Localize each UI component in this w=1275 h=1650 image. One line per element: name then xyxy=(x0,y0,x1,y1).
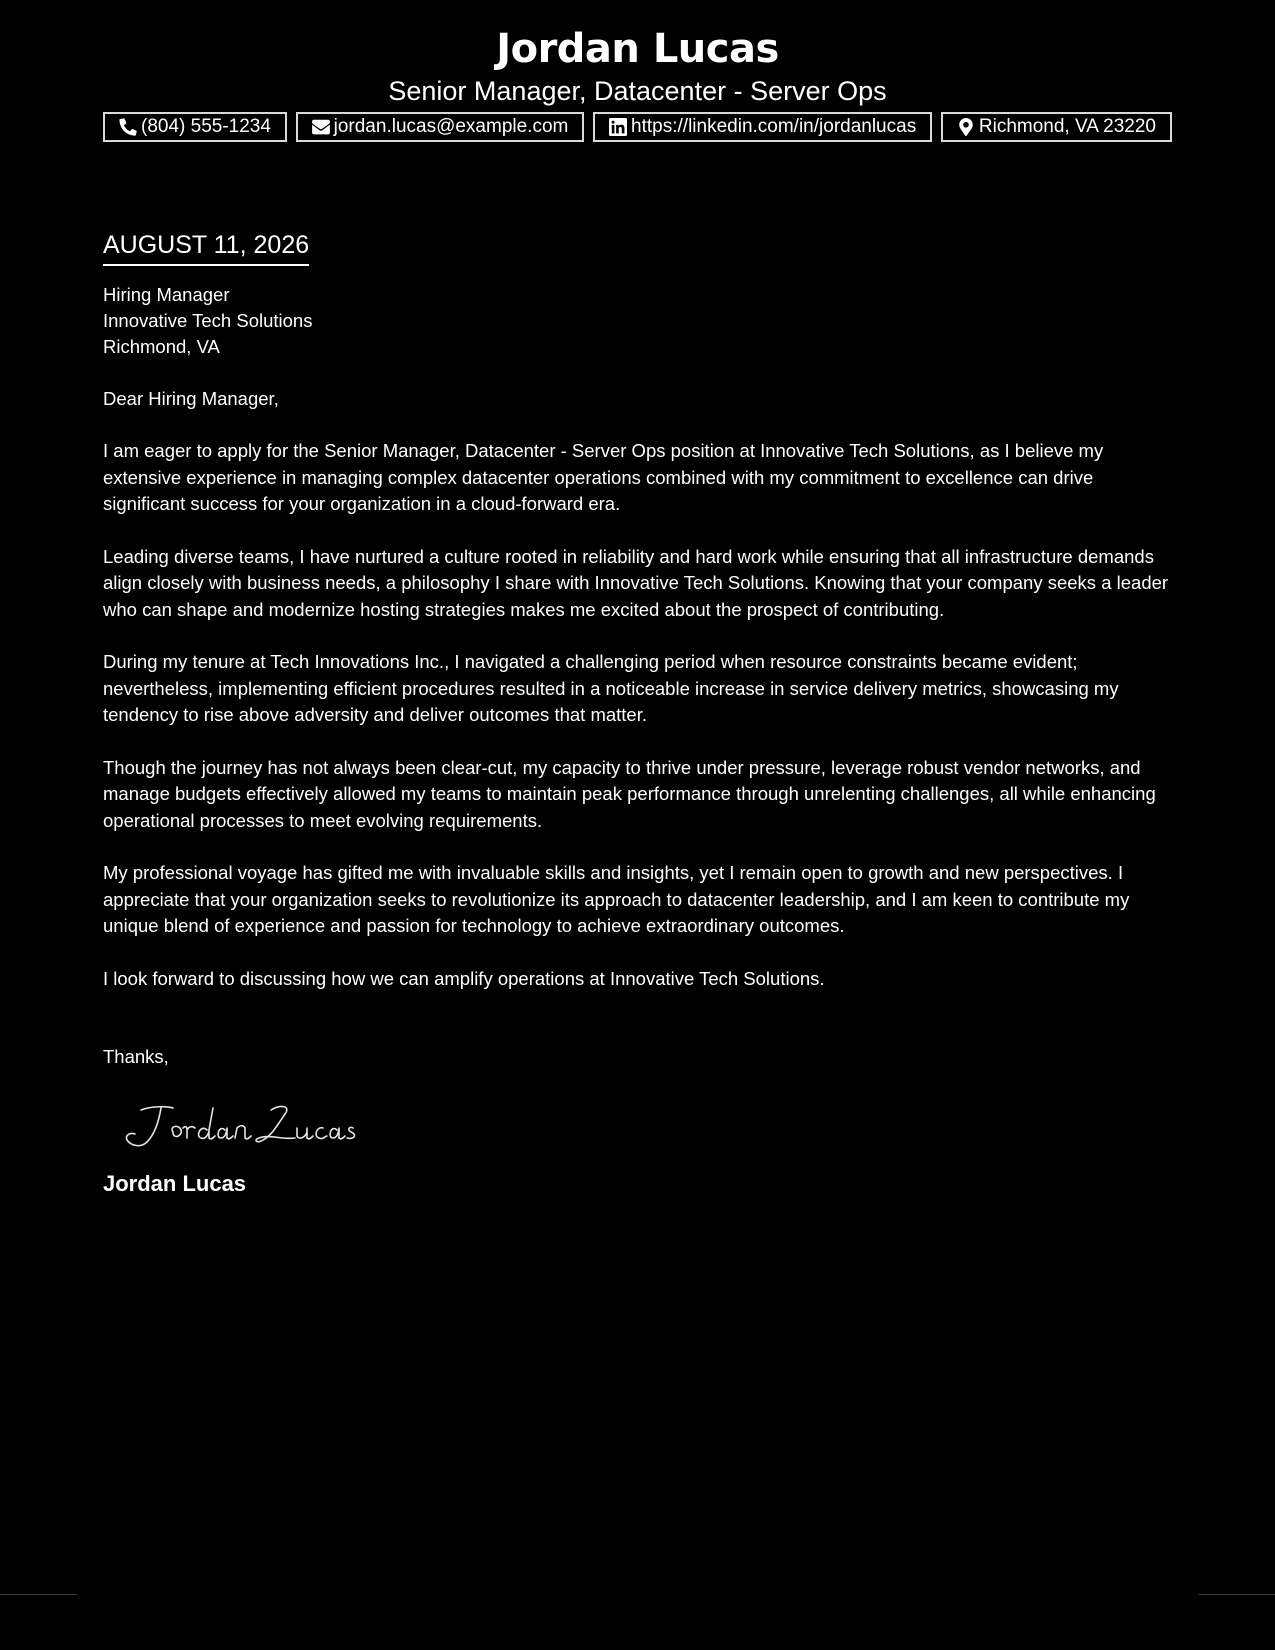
location-text: Richmond, VA 23220 xyxy=(978,116,1156,137)
recipient-block xyxy=(103,282,1175,360)
footer-divider-right xyxy=(1198,1594,1275,1595)
applicant-title: Senior Manager, Datacenter - Server Ops xyxy=(388,76,887,106)
phone-text: (804) 555-1234 xyxy=(141,116,271,137)
recipient-line: Hiring Manager xyxy=(103,284,230,305)
body-paragraph: During my tenure at Tech Innovations Inc., I navigated a challenging period when resource constraints became evident; nevertheless, implementing efficient procedures resulted in a noticeable increase in service delivery metrics, showcasing my tendency to rise above adversity and deliver outcomes that matter. xyxy=(103,651,1119,725)
body-paragraph: I look forward to discussing how we can amplify operations at Innovative Tech Solutions. xyxy=(103,967,825,989)
footer-divider-left xyxy=(0,1594,77,1595)
contact-linkedin[interactable] xyxy=(593,112,932,142)
linkedin-text: https://linkedin.com/in/jordanlucas xyxy=(631,116,917,137)
body-paragraph: I am eager to apply for the Senior Manager, Datacenter - Server Ops position at Innovative Tech Solutions, as I believe my extensive experience in managing complex datacenter operations combined with my commitment to excellence can drive significant success for your organization in a cloud-forward era. xyxy=(103,440,1104,514)
contact-location[interactable] xyxy=(941,112,1172,142)
body-paragraph: My professional voyage has gifted me with invaluable skills and insights, yet I remain open to growth and new perspectives. I appreciate that your organization seeks to revolutionize its approach to datacenter leadership, and I am keen to contribute my unique blend of experience and passion for technology to achieve extraordinary outcomes. xyxy=(103,862,1130,936)
applicant-name: Jordan Lucas xyxy=(496,26,779,72)
map-marker-icon xyxy=(957,118,975,136)
recipient-line: Richmond, VA xyxy=(103,336,220,357)
signature-graphic xyxy=(121,1096,361,1156)
recipient-line: Innovative Tech Solutions xyxy=(103,310,313,331)
signer-name: Jordan Lucas xyxy=(103,1171,247,1196)
handwritten-signature xyxy=(121,1096,1175,1156)
body-paragraph: Though the journey has not always been clear-cut, my capacity to thrive under pressure, leverage robust vendor networks, and manage budgets effectively allowed my teams to maintain peak performance through unrelenting challenges, all while enhancing operational processes to meet evolving requirements. xyxy=(103,756,1156,831)
contact-phone[interactable] xyxy=(103,112,287,142)
phone-icon xyxy=(119,118,137,136)
body-paragraph: Leading diverse teams, I have nurtured a culture rooted in reliability and hard work while ensuring that all infrastructure demands align closely with business needs, a philosophy I share with Innovative Tech Solutions. Knowing that your company seeks a leader who can shape and modernize hosting strategies makes me excited about the prospect of contributing. xyxy=(103,545,1169,620)
closing: Thanks, xyxy=(103,1046,169,1067)
contact-email[interactable] xyxy=(296,112,585,142)
contact-bar xyxy=(103,112,1172,142)
salutation: Dear Hiring Manager, xyxy=(103,388,279,409)
letter-date: AUGUST 11, 2026 xyxy=(103,228,309,266)
linkedin-icon xyxy=(609,118,627,136)
envelope-icon xyxy=(312,118,330,136)
letter-header xyxy=(0,0,1275,108)
email-text: jordan.lucas@example.com xyxy=(333,116,569,137)
letter-body xyxy=(103,228,1175,1198)
